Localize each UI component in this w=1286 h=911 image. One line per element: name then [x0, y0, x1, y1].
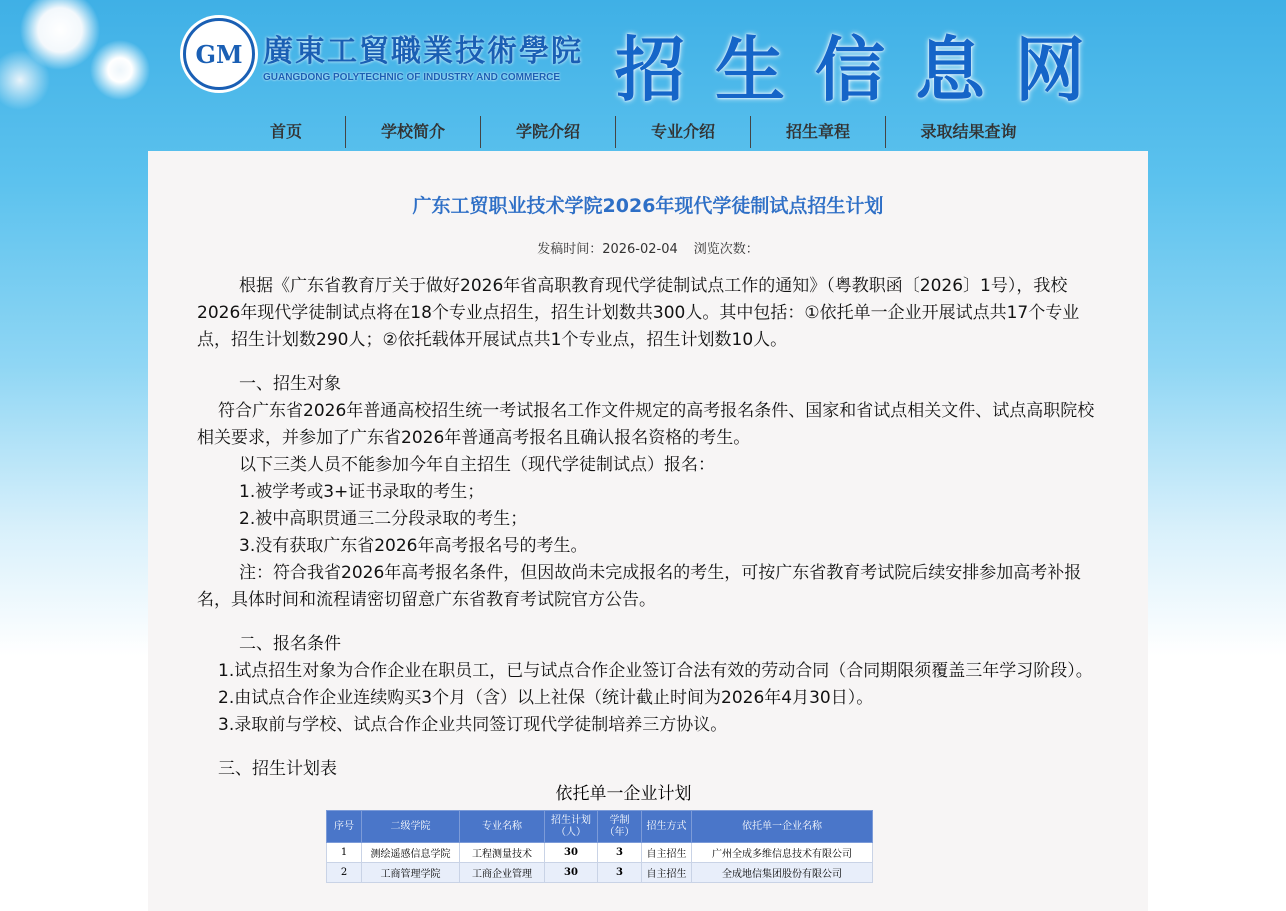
- column-header: 招生计划（人）: [545, 811, 598, 843]
- column-header: 招生方式: [642, 811, 692, 843]
- nav-college-intro[interactable]: 学院介绍: [481, 116, 616, 148]
- nav-school-intro[interactable]: 学校简介: [346, 116, 481, 148]
- logo-english-name: GUANGDONG POLYTECHNIC OF INDUSTRY AND COMMERCE: [263, 71, 561, 83]
- cell: 工程测量技术: [460, 843, 545, 863]
- cell: 3: [598, 843, 642, 863]
- nav-home[interactable]: 首页: [227, 116, 346, 148]
- cell: 1: [327, 843, 362, 863]
- column-header: 专业名称: [460, 811, 545, 843]
- section-1-exclusion: 以下三类人员不能参加今年自主招生（现代学徒制试点）报名：: [239, 455, 715, 475]
- cell: 自主招生: [642, 843, 692, 863]
- cell: 工商企业管理: [460, 863, 545, 883]
- cell: 全成地信集团股份有限公司: [692, 863, 873, 883]
- cell: 测绘遥感信息学院: [362, 843, 460, 863]
- logo-chinese-name: 廣東工貿職業技術學院: [263, 33, 583, 69]
- cell: 30: [545, 843, 598, 863]
- column-header: 学制（年）: [598, 811, 642, 843]
- school-logo[interactable]: [183, 18, 583, 90]
- blossom-decoration: [0, 0, 160, 110]
- table-row: [327, 843, 873, 863]
- article-title: 广东工贸职业技术学院2026年现代学徒制试点招生计划: [412, 195, 884, 217]
- publish-date: 发稿时间：2026-02-04: [537, 242, 678, 257]
- article-meta: [148, 238, 1148, 257]
- cell: 3: [598, 863, 642, 883]
- list-item: 1.试点招生对象为合作企业在职员工，已与试点合作企业签订合法有效的劳动合同（合同期限须覆盖三年学习阶段）。: [218, 661, 1093, 681]
- cell: 工商管理学院: [362, 863, 460, 883]
- cell: 2: [327, 863, 362, 883]
- site-title: 招生信息网: [615, 29, 1115, 111]
- list-item: 2.被中高职贯通三二分段录取的考生；: [239, 509, 528, 529]
- table-caption: 依托单一企业计划: [555, 784, 692, 804]
- nav-admission-results[interactable]: 录取结果查询: [920, 122, 1017, 141]
- column-header: 序号: [327, 811, 362, 843]
- nav-admission-rules[interactable]: 招生章程: [751, 116, 886, 148]
- enrollment-plan-table: [326, 810, 873, 883]
- intro-paragraph: 根据《广东省教育厅关于做好2026年省高职教育现代学徒制试点工作的通知》（粤教职函〔2026〕1号），我校2026年现代学徒制试点将在18个专业点招生，招生计划数共300人。其中包括：①依托单一企业开展试点共17个专业点，招生计划数290人；②依托载体开展试点共1个专业点，招生计划数10人。: [197, 276, 1080, 350]
- list-item: 3.没有获取广东省2026年高考报名号的考生。: [239, 536, 588, 556]
- cell: 广州全成多维信息技术有限公司: [692, 843, 873, 863]
- section-1-title: 一、招生对象: [239, 374, 341, 394]
- list-item: 1.被学考或3+证书录取的考生；: [239, 482, 485, 502]
- column-header: 依托单一企业名称: [692, 811, 873, 843]
- cell: 30: [545, 863, 598, 883]
- list-item: 2.由试点合作企业连续购买3个月（含）以上社保（统计截止时间为2026年4月30日）。: [218, 688, 874, 708]
- article-body: [197, 273, 1097, 783]
- view-count: 浏览次数：: [693, 242, 759, 257]
- column-header: 二级学院: [362, 811, 460, 843]
- main-nav: [227, 116, 1051, 148]
- school-seal-icon: GM: [183, 18, 255, 90]
- list-item: 3.录取前与学校、试点合作企业共同签订现代学徒制培养三方协议。: [218, 715, 728, 735]
- article-panel: [148, 151, 1148, 911]
- section-3-title: 三、招生计划表: [218, 759, 337, 779]
- section-1-paragraph: 符合广东省2026年普通高校招生统一考试报名工作文件规定的高考报名条件、国家和省试点相关文件、试点高职院校相关要求，并参加了广东省2026年普通高考报名且确认报名资格的考生。: [197, 401, 1095, 448]
- section-2-title: 二、报名条件: [239, 634, 341, 654]
- section-1-note: 注：符合我省2026年高考报名条件，但因故尚未完成报名的考生，可按广东省教育考试院后续安排参加高考补报名，具体时间和流程请密切留意广东省教育考试院官方公告。: [197, 563, 1082, 610]
- nav-major-intro[interactable]: 专业介绍: [616, 116, 751, 148]
- table-row: [327, 863, 873, 883]
- cell: 自主招生: [642, 863, 692, 883]
